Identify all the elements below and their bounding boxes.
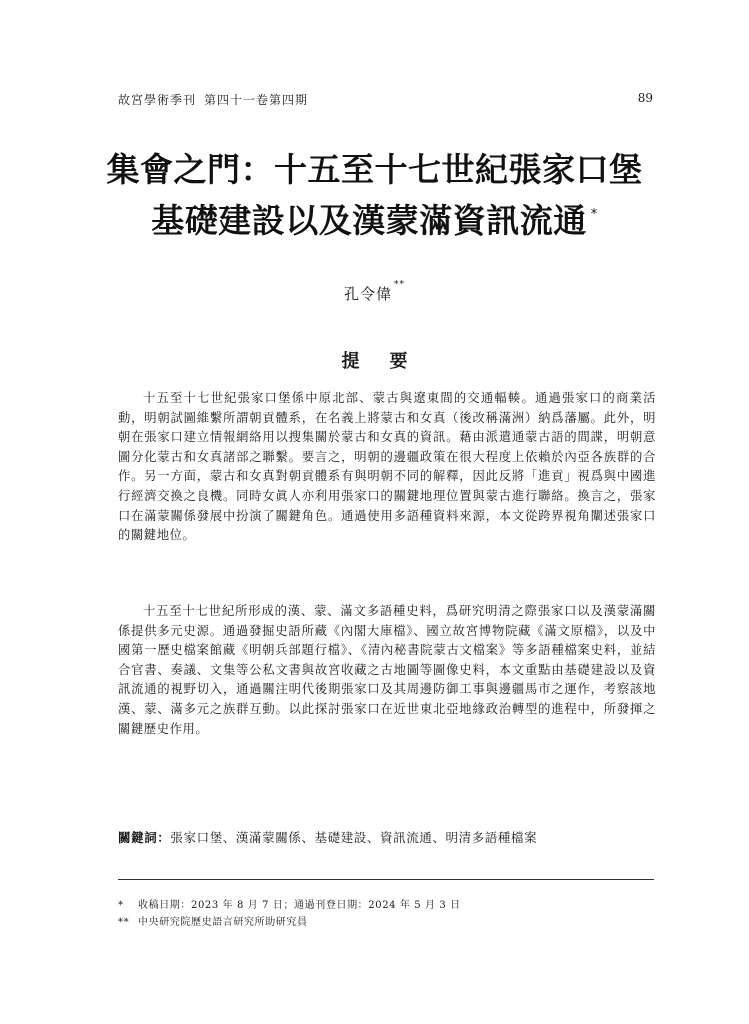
title-line-1 bbox=[60, 148, 689, 192]
abstract-heading: 提要 bbox=[341, 351, 438, 372]
journal-name: 故宮學術季刊 bbox=[118, 93, 197, 107]
footnote-2-mark: ** bbox=[118, 917, 130, 928]
title-line-2 bbox=[60, 199, 689, 243]
title-text-1: 集會之門：十五至十七世紀張家口堡 bbox=[106, 150, 643, 189]
author-line bbox=[0, 280, 749, 304]
footnote-1-mark: * bbox=[118, 900, 124, 911]
running-header bbox=[118, 91, 653, 113]
footnote-2 bbox=[118, 913, 308, 928]
page-number: 89 bbox=[637, 91, 653, 105]
title-footnote-mark: * bbox=[590, 207, 598, 222]
author-footnote-mark: ** bbox=[394, 280, 405, 290]
title-text-2: 基礎建設以及漢蒙滿資訊流通 bbox=[151, 201, 587, 240]
abstract-paragraph-1: 十五至十七世紀張家口堡係中原北部、蒙古與遼東間的交通輻輳。通過張家口的商業活動，明朝試圖維繫所謂朝貢體系，在名義上將蒙古和女真（後改稱滿洲）納爲藩屬。此外，明朝在張家口建立情報網絡用以搜集關於蒙古和女真的資訊。藉由派遣通蒙古語的間諜，明朝意圖分化蒙古和女真諸部之聯繫。要言之，明朝的邊疆政策在很大程度上依賴於內亞各族群的合作。另一方面，蒙古和女真對朝貢體系有與明朝不同的解釋，因此反將「進貢」視爲與中國進行經濟交換之良機。同時女眞人亦利用張家口的關鍵地理位置與蒙古進行聯絡。換言之，張家口在滿蒙關係發展中扮演了關鍵角色。通過使用多語種資料來源，本文從跨界視角闡述張家口的關鍵地位。 bbox=[118, 391, 656, 543]
keywords bbox=[118, 828, 669, 846]
footnote-1 bbox=[118, 896, 461, 911]
issue-label: 第四十一卷第四期 bbox=[204, 93, 309, 107]
footnote-divider bbox=[118, 879, 654, 880]
author-name: 孔令偉 bbox=[343, 285, 392, 303]
abstract-paragraph-2: 十五至十七世紀所形成的漢、蒙、滿文多語種史料，爲研究明清之際張家口以及漢蒙滿關係提供多元史源。通過發掘史語所藏《內閣大庫檔》、國立故宮博物院藏《滿文原檔》，以及中國第一歷史檔案館藏《明朝兵部題行檔》、《清內秘書院蒙古文檔案》等多語種檔案史料，並結合官書、奏議、文集等公私文書與故宮收藏之古地圖等圖像史料，本文重點由基礎建設以及資訊流通的視野切入，通過關注明代後期張家口及其周邊防御工事與邊疆馬市之運作，考察該地漢、蒙、滿多元之族群互動。以此探討張家口在近世東北亞地緣政治轉型的進程中，所發揮之關鍵歷史作用。 bbox=[118, 604, 656, 736]
keywords-label: 關鍵詞： bbox=[118, 830, 171, 845]
footnote-2-text: 中央研究院歷史語言研究所助研究員 bbox=[138, 917, 308, 928]
keywords-text: 張家口堡、漢滿蒙關係、基礎建設、資訊流通、明清多語種檔案 bbox=[170, 830, 538, 845]
footnote-1-text: 收稿日期：2023 年 8 月 7 日；通過刊登日期：2024 年 5 月 3 日 bbox=[138, 900, 461, 911]
